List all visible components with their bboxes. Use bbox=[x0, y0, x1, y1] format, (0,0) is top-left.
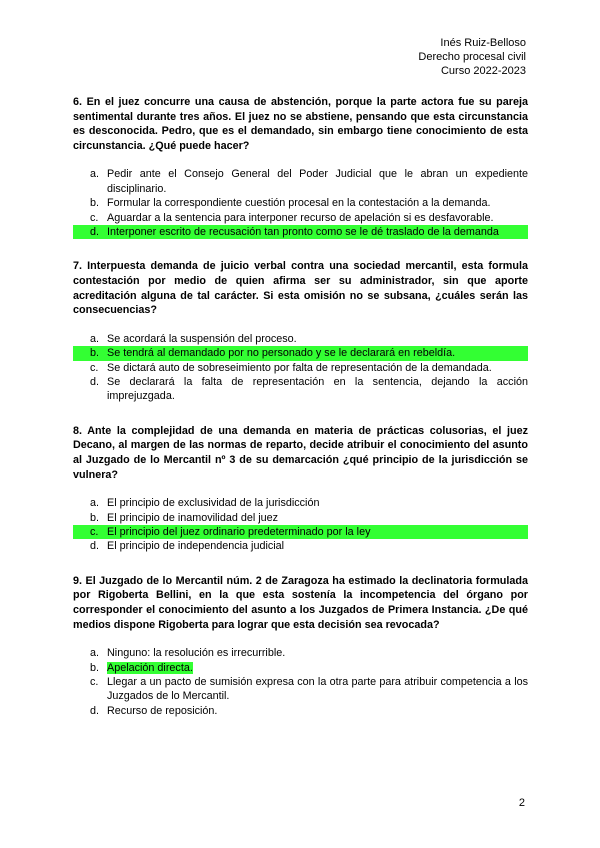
question-6 bbox=[73, 95, 528, 239]
option-letter: c. bbox=[90, 676, 99, 688]
option-b-highlighted-answer bbox=[73, 661, 528, 675]
option-a bbox=[73, 646, 528, 660]
option-text: Llegar a un pacto de sumisión expresa con la otra parte para atribuir competencia a los Juzgados de lo Mercantil. bbox=[107, 676, 528, 703]
option-text: Se acordará la suspensión del proceso. bbox=[107, 332, 297, 345]
option-text: El principio de inamovilidad del juez bbox=[107, 511, 279, 524]
option-text: Interponer escrito de recusación tan pronto como se le dé traslado de la demanda bbox=[107, 226, 499, 238]
option-text: Apelación directa. bbox=[107, 661, 193, 674]
option-d bbox=[73, 375, 528, 404]
option-c-highlighted-answer bbox=[73, 525, 528, 539]
option-letter: d. bbox=[90, 376, 100, 388]
option-letter: b. bbox=[90, 197, 100, 210]
question-text: 8. Ante la complejidad de una demanda en materia de prácticas colusorias, el juez Decano, al margen de las normas de reparto, decide atribuir el conocimiento del asunto al Juzgado de lo Mercantil nº 3 de su demarcación ¿qué principio de la jurisdicción se vulnera? bbox=[73, 424, 528, 481]
option-letter: a. bbox=[90, 168, 100, 181]
question-9 bbox=[73, 574, 528, 718]
question-7 bbox=[73, 259, 528, 403]
option-list bbox=[73, 332, 528, 404]
question-text: 9. El Juzgado de lo Mercantil núm. 2 de Zaragoza ha estimado la declinatoria formulada por Rigoberta Bellini, en la que esta sostenía la incompetencia del órgano por corresponder el conocimiento del asunto a los Juzgados de Primera Instancia. ¿De qué medios dispone Rigoberta para lograr que esta decisión sea revocada? bbox=[73, 574, 528, 631]
option-list bbox=[73, 496, 528, 554]
page-number: 2 bbox=[518, 797, 525, 809]
header-course: Curso 2022-2023 bbox=[440, 65, 526, 78]
option-letter: a. bbox=[90, 647, 100, 660]
question-8 bbox=[73, 424, 528, 554]
option-text: Formular la correspondiente cuestión procesal en la contestación a la demanda. bbox=[107, 197, 491, 210]
option-letter: c. bbox=[90, 361, 99, 374]
option-b bbox=[73, 511, 528, 525]
option-text: Ninguno: la resolución es irrecurrible. bbox=[107, 647, 286, 660]
question-text: 7. Interpuesta demanda de juicio verbal contra una sociedad mercantil, esta formula contestación por medio de quien afirma ser su administrador, sin que aporte acreditación alguna de tal carácter. Si esta omisión no se subsana, ¿cuáles serán las consecuencias? bbox=[73, 260, 528, 317]
option-text: Pedir ante el Consejo General del Poder Judicial que le abran un expediente disciplinario. bbox=[107, 168, 528, 195]
option-list bbox=[73, 167, 528, 239]
page-header bbox=[418, 36, 526, 79]
option-c bbox=[73, 211, 528, 225]
option-letter: d. bbox=[90, 226, 100, 238]
option-letter: b. bbox=[90, 347, 100, 360]
header-author: Inés Ruiz-Belloso bbox=[440, 37, 526, 49]
exam-content bbox=[73, 95, 528, 718]
option-letter: d. bbox=[90, 704, 100, 717]
option-letter: c. bbox=[90, 526, 99, 538]
option-a bbox=[73, 332, 528, 346]
option-b-highlighted-answer bbox=[73, 346, 528, 360]
option-text: El principio de exclusividad de la jurisdicción bbox=[107, 497, 320, 510]
option-letter: b. bbox=[90, 511, 100, 524]
option-letter: b. bbox=[90, 661, 100, 674]
option-d bbox=[73, 704, 528, 718]
option-c bbox=[73, 361, 528, 375]
question-text: 6. En el juez concurre una causa de abstención, porque la parte actora fue su pareja sentimental durante tres años. El juez no se abstiene, pensando que esta circunstancia es desconocida. Pedro, que es el demandado, sin embargo tiene conocimiento de esta circunstancia. ¿Qué puede hacer? bbox=[73, 96, 528, 152]
option-text: Se declarará la falta de representación en la sentencia, dejando la acción imprejuzgada. bbox=[107, 376, 528, 403]
option-letter: c. bbox=[90, 211, 99, 224]
option-text: El principio del juez ordinario predeterminado por la ley bbox=[107, 526, 371, 538]
option-b bbox=[73, 196, 528, 210]
option-a bbox=[73, 167, 528, 196]
option-text: Se tendrá al demandado por no personado y se le declarará en rebeldía. bbox=[107, 347, 456, 360]
option-letter: a. bbox=[90, 332, 100, 345]
option-d bbox=[73, 539, 528, 553]
option-text: Aguardar a la sentencia para interponer recurso de apelación si es desfavorable. bbox=[107, 211, 494, 224]
option-text: El principio de independencia judicial bbox=[107, 540, 285, 553]
option-letter: a. bbox=[90, 497, 100, 510]
option-c bbox=[73, 675, 528, 704]
option-letter: d. bbox=[90, 540, 100, 553]
option-text: Recurso de reposición. bbox=[107, 704, 218, 717]
option-a bbox=[73, 496, 528, 510]
header-subject: Derecho procesal civil bbox=[418, 51, 526, 64]
option-text: Se dictará auto de sobreseimiento por falta de representación de la demandada. bbox=[107, 361, 492, 374]
option-list bbox=[73, 646, 528, 718]
option-d-highlighted-answer bbox=[73, 225, 528, 239]
